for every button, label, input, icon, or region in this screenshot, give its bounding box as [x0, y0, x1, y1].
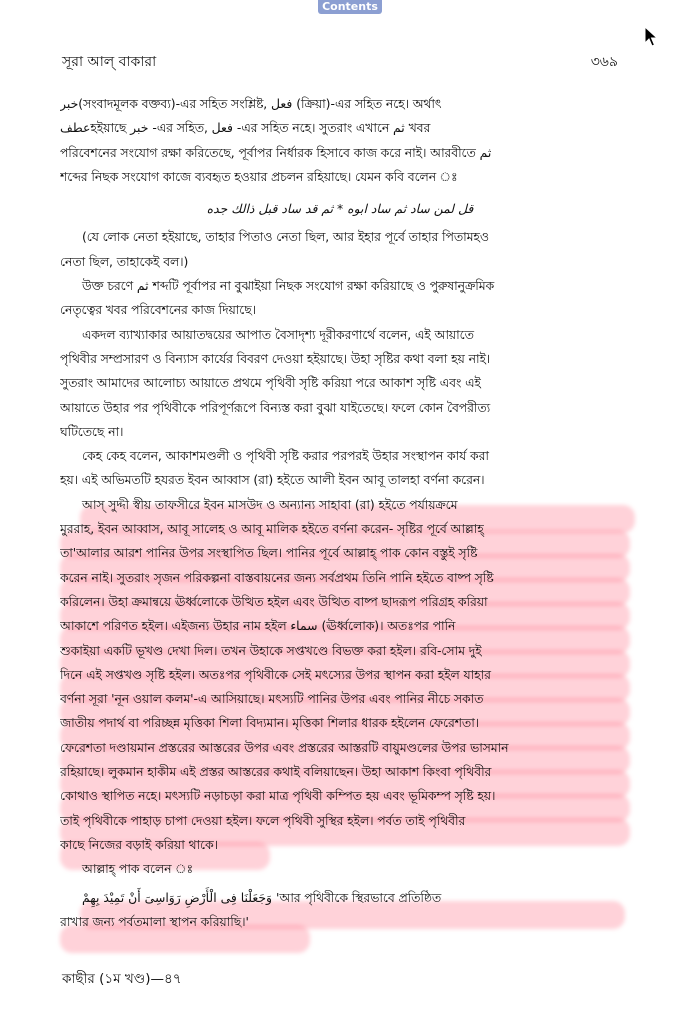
text-line: (যে লোক নেতা হইয়াছে, তাহার পিতাও নেতা ছিল, আর ইহার পূর্বে তাহার পিতামহও [82, 229, 489, 245]
text-line: তা'আলার আরশ পানির উপর সংস্থাপিত ছিল। পানির পূর্বে আল্লাহ্ পাক কোন বস্তুই সৃষ্টি [60, 545, 478, 561]
text-line: বর্ণনা সূরা 'নূন ওয়াল কলম'-এ আসিয়াছে। মৎস্যটি পানির উপর এবং পানির নীচে সকাত [60, 691, 484, 707]
text-line: করিলেন। উহা ক্রমান্বয়ে ঊর্ধ্বলোকে উত্থিত হইল এবং উত্থিত বাষ্প ছাদরূপ পরিগ্রহ করিয়া [60, 593, 488, 609]
text-line: রাখার জন্য পর্বতমালা স্থাপন করিয়াছি।' [60, 913, 249, 929]
text-line: উক্ত চরণে ثم শব্দটি পূর্বাপর না বুঝাইয়া নিছক সংযোগ রক্ষা করিয়াছে ও পুরুষানুক্রমিক [82, 278, 495, 294]
page-header [62, 50, 618, 72]
text-line: নেতৃত্বের খবর পরিবেশনের কাজ দিয়াছে। [60, 302, 257, 318]
body-text [60, 92, 620, 934]
text-line: জাতীয় পদার্থ বা পরিচ্ছন্ন মৃত্তিকা শিলা বিদ্যমান। মৃত্তিকা শিলার ধারক হইলেন ফেরেশতা। [60, 715, 480, 731]
text-line: কাছে নিজের বড়াই করিয়া থাকে। [60, 836, 218, 852]
text-line: পরিবেশনের সংযোগ রক্ষা করিতেছে, পূর্বাপর নির্ধারক হিসাবে কাজ করে নাই। আরবীতে ثم [60, 144, 492, 160]
arabic-verse: قل لمن ساد ثم ساد ابوه * ثم قد ساد قبل ذالك جده [206, 201, 474, 217]
text-line: নেতা ছিল, তাহাকেই বল।) [60, 253, 189, 269]
text-line: আস্ সুদ্দী স্বীয় তাফসীরে ইবন মাসউদ ও অন্যান্য সাহাবা (রা) হইতে পর্যায়ক্রমে [82, 496, 458, 512]
text-line: তাই পৃথিবীকে পাহাড় চাপা দেওয়া হইল। ফলে পৃথিবী সুস্থির হইল। পর্বত তাই পৃথিবীর [60, 812, 466, 828]
mouse-pointer-icon [644, 26, 658, 48]
text-line: রহিয়াছে। লুকমান হাকীম এই প্রস্তর আস্তরের কথাই বলিয়াছেন। উহা আকাশ কিংবা পৃথিবীর [60, 764, 492, 780]
page-number: ৩৬৯ [590, 54, 618, 70]
text-line: আয়াতে উহার পর পৃথিবীকে পরিপূর্ণরূপে বিন্যস্ত করা বুঝা যাইতেছে। ফলে কোন বৈপরীত্য [60, 399, 491, 415]
text-line: عطفহইয়াছে خبر -এর সহিত, فعل -এর সহিত নহে। সুতরাং এখানে ثم খবর [60, 120, 431, 136]
text-line: আকাশে পরিণত হইল। এইজন্য উহার নাম হইল سماء (ঊর্ধ্বলোক)। অতঃপর পানি [60, 618, 456, 634]
text-line: শুকাইয়া একটি ভূখণ্ড দেখা দিল। তখন উহাকে সপ্তখণ্ডে বিভক্ত করা হইল। রবি-সোম দুই [60, 642, 482, 658]
text-line: একদল ব্যাখ্যাকার আয়াতদ্বয়ের আপাত বৈসাদৃশ্য দূরীকরণার্থে বলেন, এই আয়াতে [82, 326, 474, 342]
text-line: শব্দের নিছক সংযোগ কাজে ব্যবহৃত হওয়ার প্রচলন রহিয়াছে। যেমন কবি বলেন ঃ [60, 168, 458, 184]
text-line: ফেরেশতা দণ্ডায়মান প্রস্তরের আস্তরের উপর এবং প্রস্তরের আস্তরটি বায়ুমণ্ডলের উপর ভাসমান [60, 739, 509, 755]
text-line: করেন নাই। সুতরাং সৃজন পরিকল্পনা বাস্তবায়নের জন্য সর্বপ্রথম তিনি পানি হইতে বাষ্প সৃষ্টি [60, 569, 494, 585]
text-line: পৃথিবীর সম্প্রসারণ ও বিন্যাস কার্যের বিবরণ দেওয়া হইয়াছে। উহা সৃষ্টির কথা বলা হয় নাই। [60, 350, 491, 366]
text-line: কেহ কেহ বলেন, আকাশমণ্ডলী ও পৃথিবী সৃষ্টি করার পরপরই উহার সংস্থাপন কার্য করা [82, 448, 489, 464]
text-line: وَجَعَلْنَا فِى الْأَرْضِ رَوَاسِىَ أَنْ تَمِيْدَ بِهِمْ 'আর পৃথিবীকে স্থিরভাবে প্রতিষ্ঠিত [82, 889, 442, 905]
text-line: خبر(সংবাদমূলক বক্তব্য)-এর সহিত সংশ্লিষ্ট, فعل (ক্রিয়া)-এর সহিত নহে। অর্থাৎ [60, 96, 442, 111]
contents-button[interactable]: Contents [318, 0, 382, 14]
page-footer: কাছীর (১ম খণ্ড)—৪৭ [62, 971, 182, 987]
text-line: হয়। এই অভিমতটি হযরত ইবন আব্বাস (রা) হইতে আলী ইবন আবূ তালহা বর্ণনা করেন। [60, 472, 485, 488]
text-line: কোথাও স্থাপিত নহে। মৎস্যটি নড়াচড়া করা মাত্র পৃথিবী কম্পিত হয় এবং ভূমিকম্প সৃষ্টি হয়। [60, 788, 496, 804]
text-line: আল্লাহ্ পাক বলেন ঃ [82, 861, 193, 877]
surah-title: সূরা আল্ বাকারা [62, 54, 157, 70]
text-line: ঘটিতেছে না। [60, 423, 124, 439]
text-line: সুতরাং আমাদের আলোচ্য আয়াতে প্রথমে পৃথিবী সৃষ্টি করিয়া পরে আকাশ সৃষ্টি এবং এই [60, 375, 481, 391]
text-line: মুররাহ, ইবন আব্বাস, আবূ সালেহ ও আবূ মালিক হইতে বর্ণনা করেন- সৃষ্টির পূর্বে আল্লাহ্ [60, 521, 484, 537]
text-line: দিনে এই সপ্তখণ্ড সৃষ্টি হইল। অতঃপর পৃথিবীকে সেই মৎস্যের উপর স্থাপন করা হইল যাহার [60, 666, 491, 682]
